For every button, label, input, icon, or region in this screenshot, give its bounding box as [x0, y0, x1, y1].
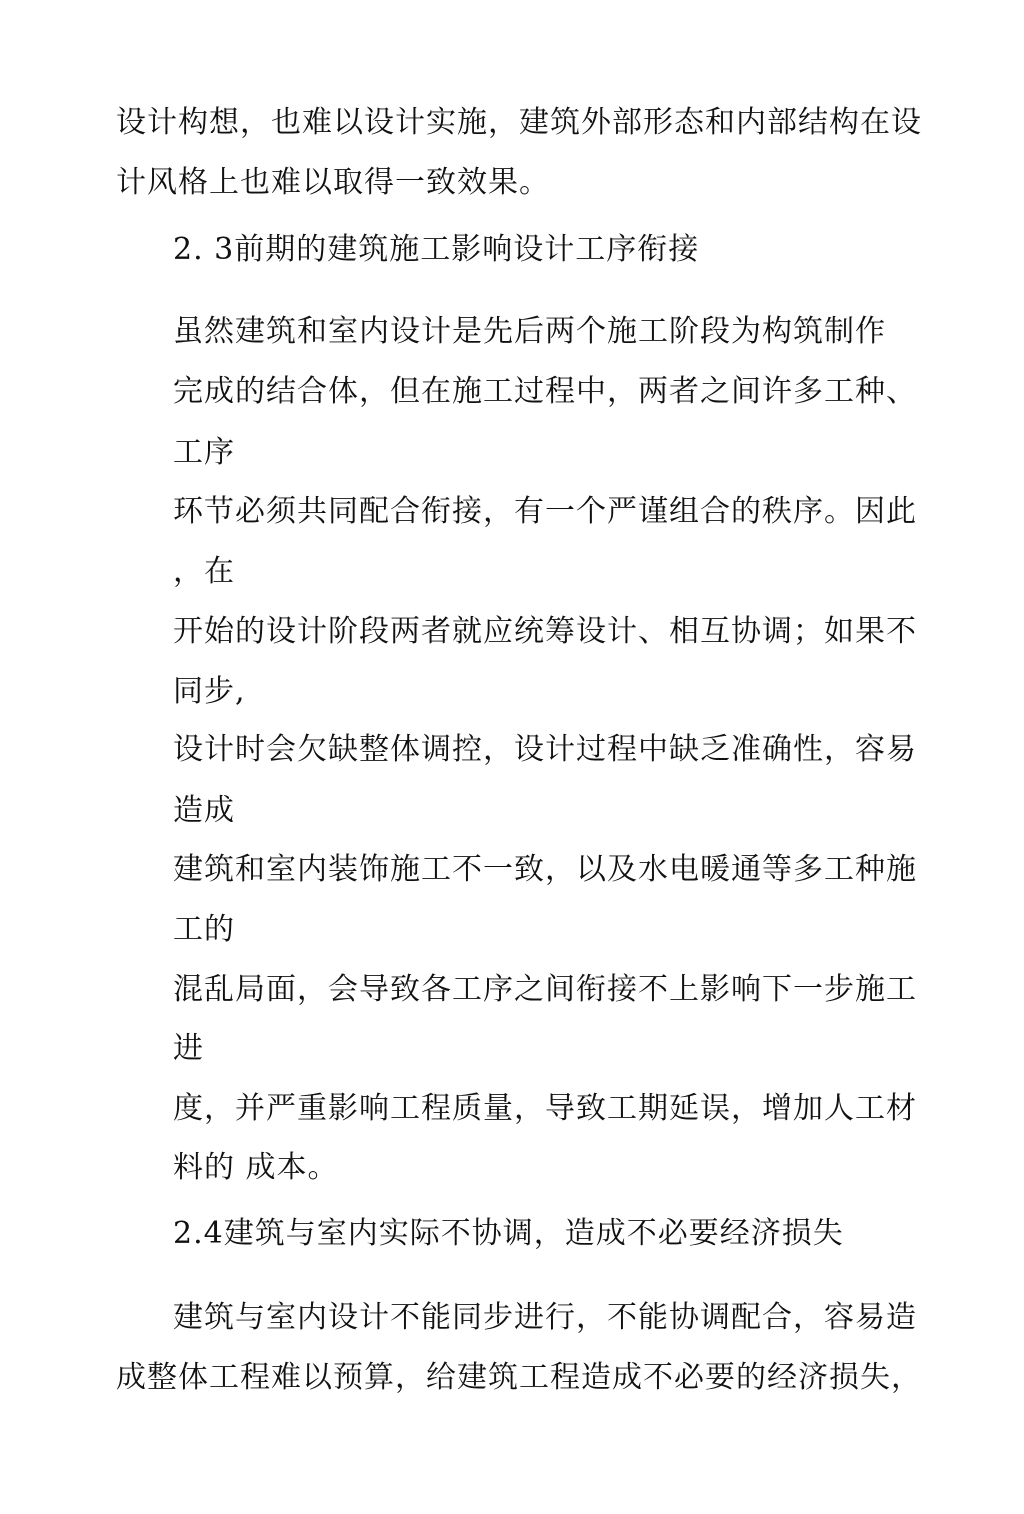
- paragraph-line: 建筑和室内装饰施工不一致，以及水电暖通等多工种施: [173, 852, 917, 887]
- paragraph-line: 虽然建筑和室内设计是先后两个施工阶段为构筑制作: [173, 314, 886, 349]
- paragraph-line: 造成: [173, 793, 235, 828]
- paragraph-line: 建筑与室内设计不能同步进行，不能协调配合，容易造: [173, 1300, 917, 1335]
- paragraph-line: 环节必须共同配合衔接，有一个严谨组合的秩序。因此: [173, 494, 917, 529]
- paragraph-line: 计风格上也难以取得一致效果。: [116, 165, 550, 200]
- section-heading-2-3: 2. 3前期的建筑施工影响设计工序衔接: [173, 232, 700, 267]
- paragraph-line: 设计构想，也难以设计实施，建筑外部形态和内部结构在设: [116, 105, 922, 140]
- paragraph-line: 工的: [173, 912, 235, 947]
- paragraph-line: 同步,: [173, 674, 246, 709]
- paragraph-line: ，在: [173, 554, 235, 589]
- paragraph-line: 混乱局面，会导致各工序之间衔接不上影响下一步施工: [173, 972, 917, 1007]
- paragraph-line: 工序: [173, 435, 235, 470]
- paragraph-line: 成整体工程难以预算，给建筑工程造成不必要的经济损失，: [116, 1360, 922, 1395]
- paragraph-line: 度，并严重影响工程质量，导致工期延误，增加人工材: [173, 1091, 917, 1126]
- paragraph-line: 完成的结合体，但在施工过程中，两者之间许多工种、: [173, 374, 917, 409]
- paragraph-line: 进: [173, 1031, 204, 1066]
- section-heading-2-4: 2.4建筑与室内实际不协调，造成不必要经济损失: [173, 1216, 844, 1251]
- paragraph-line: 开始的设计阶段两者就应统筹设计、相互协调；如果不: [173, 614, 917, 649]
- paragraph-line: 设计时会欠缺整体调控，设计过程中缺乏准确性，容易: [173, 732, 917, 767]
- paragraph-line: 料的 成本。: [173, 1150, 339, 1185]
